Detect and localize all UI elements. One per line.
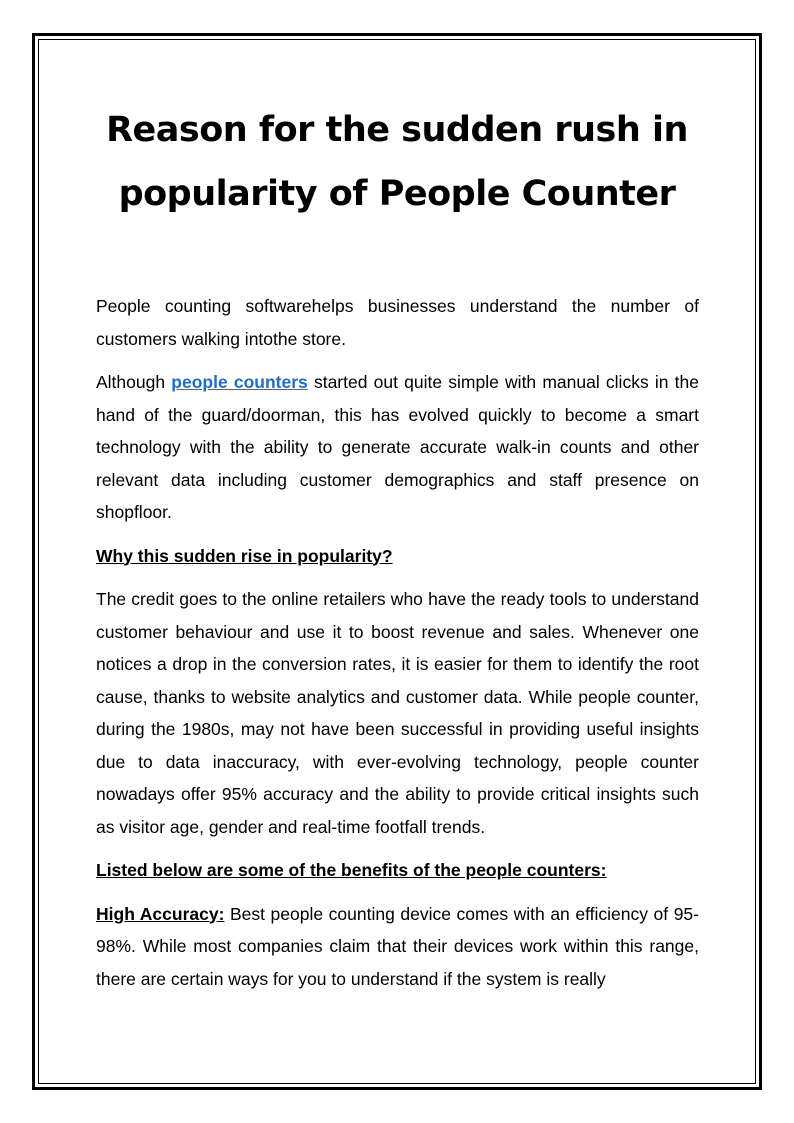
title-line-2: popularity of People Counter xyxy=(118,174,676,214)
credit-paragraph: The credit goes to the online retailers who have the ready tools to understand customer behaviour and use it to boost revenue and sales. Whenever one notices a drop in the conversion rates, it is easier for them to identify the root cause, thanks to website analytics and customer data. While people counter, during the 1980s, may not have been successful in providing useful insights due to data inaccuracy, with ever-evolving technology, people counter nowadays offer 95% accuracy and the ability to provide critical insights such as visitor age, gender and real-time footfall trends. xyxy=(96,589,699,837)
document-body xyxy=(96,290,699,1006)
evolution-text: started out quite simple with manual clicks in the hand of the guard/doorman, this has evolved quickly to become a smart technology with the ability to generate accurate walk-in counts and other relevant data including customer demographics and staff presence on shopfloor. xyxy=(96,372,700,522)
high-accuracy-paragraph xyxy=(96,898,699,996)
section-heading-benefits: Listed below are some of the benefits of the people counters: xyxy=(96,860,607,880)
intro-paragraph: People counting softwarehelps businesses understand the number of customers walking intothe store. xyxy=(96,296,699,349)
high-accuracy-text: Best people counting device comes with an efficiency of 95-98%. While most companies claim that their devices work within this range, there are certain ways for you to understand if the system is really xyxy=(96,903,699,989)
evolution-prefix: Although xyxy=(96,372,172,392)
evolution-paragraph xyxy=(96,366,699,529)
section-heading-popularity: Why this sudden rise in popularity? xyxy=(96,545,393,566)
high-accuracy-label: High Accuracy: xyxy=(96,903,225,924)
document-title xyxy=(60,98,734,226)
title-line-1: Reason for the sudden rush in xyxy=(106,110,688,150)
people-counters-link[interactable]: people counters xyxy=(171,372,308,392)
